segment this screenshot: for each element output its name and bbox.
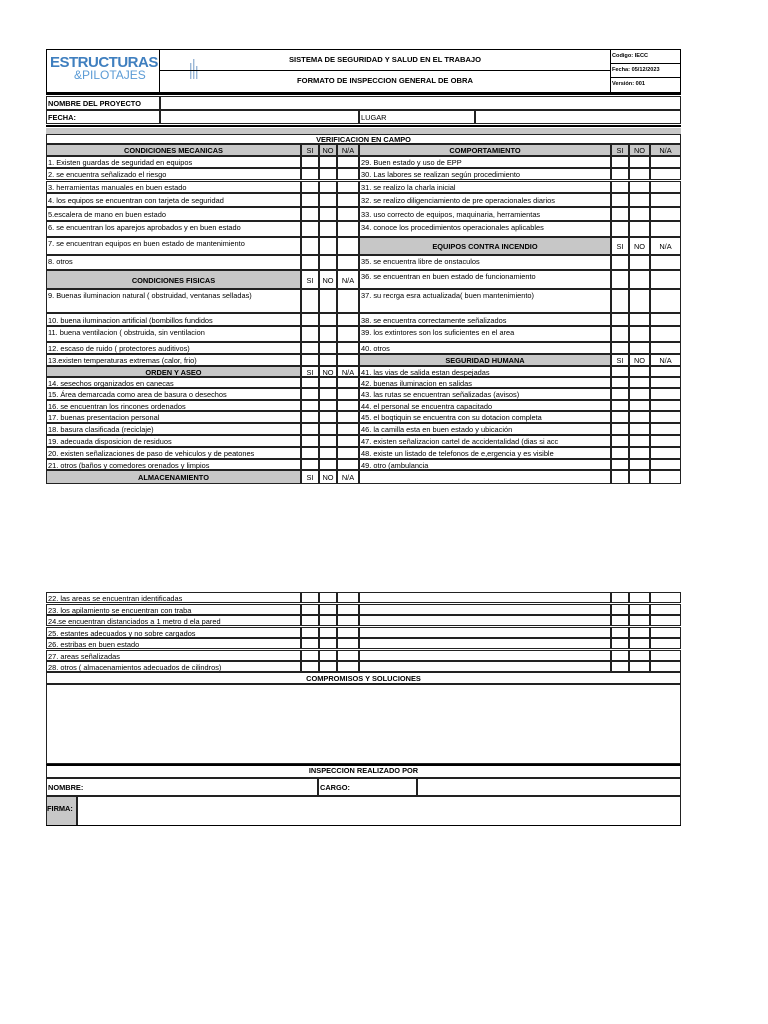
right-empty-2-si-check[interactable] [611,615,629,626]
right-comportamiento-na-header: N/A [650,144,681,156]
checklist-item: 45. el boqtiquin se encuentra con su dotacion completa [359,411,611,423]
left-orden-no-header: NO [319,366,337,377]
right-item-44-no-check[interactable] [629,400,650,411]
checklist-item: 19. adecuada disposicion de residuos [46,435,301,447]
lugar-field[interactable] [475,110,681,124]
right-item-48-no-check[interactable] [629,447,650,459]
right-item-49-si-check[interactable] [611,459,629,470]
project-top-rule [46,93,681,95]
empty-row [359,615,611,626]
right-item-46-no-check[interactable] [629,423,650,435]
right-item-33-na-check[interactable] [650,207,681,221]
right-item-46-si-check[interactable] [611,423,629,435]
checklist-item: 36. se encuentran en buen estado de funcionamiento [359,270,611,289]
right-empty-si-check[interactable] [611,470,629,484]
checklist-item: 29. Buen estado y uso de EPP [359,156,611,168]
left-item-27-na-check[interactable] [337,650,359,661]
right-item-42-si-check[interactable] [611,377,629,388]
right-empty-4-no-check[interactable] [629,638,650,649]
checklist-item: 49. otro (ambulancia [359,459,611,470]
right-item-32-no-check[interactable] [629,193,650,207]
checklist-item: 1. Existen guardas de seguridad en equipos [46,156,301,168]
right-item-48-si-check[interactable] [611,447,629,459]
right-item-45-na-check[interactable] [650,411,681,423]
project-name-label: NOMBRE DEL PROYECTO [46,96,160,110]
right-comportamiento-si-header: SI [611,144,629,156]
right-empty-5-na-check[interactable] [650,650,681,661]
left-item-7-na-check[interactable] [337,237,359,255]
right-item-30-si-check[interactable] [611,168,629,180]
right-empty-2-no-check[interactable] [629,615,650,626]
left-item-22-si-check[interactable] [301,592,319,603]
title-row-divider [160,70,610,71]
right-item-36-no-check[interactable] [629,270,650,289]
left-item-2-si-check[interactable] [301,168,319,180]
left-item-23-si-check[interactable] [301,604,319,615]
checklist-item: 2. se encuentra señalizado el riesgo [46,168,301,180]
right-humana-na-header: N/A [650,354,681,366]
empty-row [359,627,611,638]
checklist-item: 46. la camilla esta en buen estado y ubicación [359,423,611,435]
left-item-7-si-check[interactable] [301,237,319,255]
left-item-4-no-check[interactable] [319,193,337,207]
right-item-47-no-check[interactable] [629,435,650,447]
right-item-31-si-check[interactable] [611,181,629,193]
left-item-17-na-check[interactable] [337,411,359,423]
nombre-label: NOMBRE: [46,778,318,796]
left-item-23-na-check[interactable] [337,604,359,615]
checklist-item: 23. los apilamiento se encuentran con traba [46,604,301,615]
right-empty-6-si-check[interactable] [611,661,629,672]
left-fisicas-na-header: N/A [337,270,359,289]
left-item-14-no-check[interactable] [319,377,337,388]
checklist-item: 4. los equipos se encuentran con tarjeta de seguridad [46,193,301,207]
checklist-item: 39. los extintores son los suficientes en el area [359,326,611,342]
section-almacenamiento: ALMACENAMIENTO [46,470,301,484]
left-item-12-no-check[interactable] [319,342,337,354]
section-orden: ORDEN Y ASEO [46,366,301,377]
right-empty-5-si-check[interactable] [611,650,629,661]
right-empty-5-no-check[interactable] [629,650,650,661]
left-item-19-no-check[interactable] [319,435,337,447]
logo-top-text: ESTRUCTURAS [50,54,158,71]
compromisos-field[interactable] [46,684,681,764]
left-item-10-na-check[interactable] [337,313,359,326]
left-item-2-na-check[interactable] [337,168,359,180]
right-empty-na-check[interactable] [650,470,681,484]
left-item-4-na-check[interactable] [337,193,359,207]
left-almacenamiento-si-header: SI [301,470,319,484]
left-item-13-na-check[interactable] [337,354,359,366]
left-item-4-si-check[interactable] [301,193,319,207]
left-item-20-si-check[interactable] [301,447,319,459]
firma-label: FIRMA: [47,804,73,813]
right-item-38-si-check[interactable] [611,313,629,326]
left-item-17-si-check[interactable] [301,411,319,423]
right-item-38-no-check[interactable] [629,313,650,326]
right-item-44-na-check[interactable] [650,400,681,411]
right-item-41-no-check[interactable] [629,366,650,377]
logo-bottom-text: &PILOTAJES [74,68,146,82]
right-incendio-no-header: NO [629,237,650,255]
checklist-item: 3. herramientas manuales en buen estado [46,181,301,193]
left-item-25-si-check[interactable] [301,627,319,638]
right-item-34-si-check[interactable] [611,221,629,237]
left-item-11-si-check[interactable] [301,326,319,342]
right-item-36-si-check[interactable] [611,270,629,289]
left-item-28-no-check[interactable] [319,661,337,672]
form-bottom-rule [46,825,681,826]
checklist-item: 18. basura clasificada (reciclaje) [46,423,301,435]
left-item-9-no-check[interactable] [319,289,337,313]
checklist-item: 7. se encuentran equipos en buen estado de mantenimiento [46,237,301,255]
left-item-14-na-check[interactable] [337,377,359,388]
checklist-item: 48. existe un listado de telefonos de e,ergencia y es visible [359,447,611,459]
project-bottom-rule [46,125,681,127]
left-item-12-na-check[interactable] [337,342,359,354]
left-item-7-no-check[interactable] [319,237,337,255]
section-comportamiento: COMPORTAMIENTO [359,144,611,156]
left-item-5-no-check[interactable] [319,207,337,221]
left-item-24-si-check[interactable] [301,615,319,626]
checklist-item: 35. se encuentra libre de onstaculos [359,255,611,270]
left-item-15-si-check[interactable] [301,388,319,400]
left-item-24-na-check[interactable] [337,615,359,626]
right-empty-6-na-check[interactable] [650,661,681,672]
left-item-27-no-check[interactable] [319,650,337,661]
right-item-49-no-check[interactable] [629,459,650,470]
right-item-40-na-check[interactable] [650,342,681,354]
right-item-39-na-check[interactable] [650,326,681,342]
left-item-13-si-check[interactable] [301,354,319,366]
empty-row [359,638,611,649]
left-item-22-na-check[interactable] [337,592,359,603]
checklist-item: 12. escaso de ruido ( protectores auditivos) [46,342,301,354]
left-item-26-na-check[interactable] [337,638,359,649]
right-item-45-no-check[interactable] [629,411,650,423]
checklist-item: 5.escalera de mano en buen estado [46,207,301,221]
left-item-2-no-check[interactable] [319,168,337,180]
left-item-8-no-check[interactable] [319,255,337,270]
left-item-21-si-check[interactable] [301,459,319,470]
left-item-20-na-check[interactable] [337,447,359,459]
firma-field[interactable] [77,796,681,826]
left-item-12-si-check[interactable] [301,342,319,354]
right-item-29-na-check[interactable] [650,156,681,168]
right-item-33-si-check[interactable] [611,207,629,221]
empty-row [359,604,611,615]
right-item-37-na-check[interactable] [650,289,681,313]
left-item-16-si-check[interactable] [301,400,319,411]
lugar-label: LUGAR [359,110,475,124]
project-name-field[interactable] [160,96,681,110]
left-orden-si-header: SI [301,366,319,377]
left-item-1-si-check[interactable] [301,156,319,168]
left-item-3-si-check[interactable] [301,181,319,193]
right-empty-6-no-check[interactable] [629,661,650,672]
checklist-item: 38. se encuentra correctamente señalizados [359,313,611,326]
right-item-32-si-check[interactable] [611,193,629,207]
checklist-item: 34. conoce los procedimientos operacionales aplicables [359,221,611,237]
cargo-label: CARGO: [318,778,417,796]
left-fisicas-si-header: SI [301,270,319,289]
checklist-item: 33. uso correcto de equipos, maquinaria, herramientas [359,207,611,221]
checklist-item: 37. su recrga esra actualizada( buen mantenimiento) [359,289,611,313]
left-item-20-no-check[interactable] [319,447,337,459]
left-item-11-no-check[interactable] [319,326,337,342]
right-item-35-si-check[interactable] [611,255,629,270]
checklist-item: 47. existen señalizacion cartel de accidentalidad (dias si acc [359,435,611,447]
left-item-11-na-check[interactable] [337,326,359,342]
form-subtitle: FORMATO DE INSPECCION GENERAL DE OBRA [297,76,473,85]
right-incendio-na-header: N/A [650,237,681,255]
left-item-16-no-check[interactable] [319,400,337,411]
right-item-43-na-check[interactable] [650,388,681,400]
version-text: Versión: 001 [612,81,645,87]
right-item-43-si-check[interactable] [611,388,629,400]
left-item-27-si-check[interactable] [301,650,319,661]
right-item-47-si-check[interactable] [611,435,629,447]
right-item-41-si-check[interactable] [611,366,629,377]
checklist-item: 44. el personal se encuentra capacitado [359,400,611,411]
codigo-text: Codigo: IECC [612,53,649,59]
right-item-40-si-check[interactable] [611,342,629,354]
right-empty-0-na-check[interactable] [650,592,681,603]
checklist-item: 15. Área demarcada como area de basura o desechos [46,388,301,400]
checklist-item: 28. otros ( almacenamientos adecuados de cilindros) [46,661,301,672]
right-item-34-na-check[interactable] [650,221,681,237]
left-item-6-no-check[interactable] [319,221,337,237]
left-item-26-no-check[interactable] [319,638,337,649]
left-item-25-na-check[interactable] [337,627,359,638]
checklist-item: 17. buenas presentacion personal [46,411,301,423]
left-item-21-na-check[interactable] [337,459,359,470]
checklist-item: 24.se encuentran distanciados a 1 metro d ela pared [46,615,301,626]
right-item-41-na-check[interactable] [650,366,681,377]
left-item-15-na-check[interactable] [337,388,359,400]
right-empty-no-check[interactable] [629,470,650,484]
checklist-item: 25. estantes adecuados y no sobre cargados [46,627,301,638]
right-humana-si-header: SI [611,354,629,366]
left-item-18-na-check[interactable] [337,423,359,435]
left-mecanicas-si-header: SI [301,144,319,156]
right-empty-3-na-check[interactable] [650,627,681,638]
right-empty-1-no-check[interactable] [629,604,650,615]
section-incendio: EQUIPOS CONTRA INCENDIO [359,237,611,255]
checklist-item: 6. se encuentran los aparejos aprobados y en buen estado [46,221,301,237]
right-item-38-na-check[interactable] [650,313,681,326]
checklist-item: 20. existen señalizaciones de paso de vehiculos y de peatones [46,447,301,459]
empty-row [359,650,611,661]
left-item-28-si-check[interactable] [301,661,319,672]
right-item-42-no-check[interactable] [629,377,650,388]
empty-row [359,470,611,484]
left-item-8-na-check[interactable] [337,255,359,270]
left-item-13-no-check[interactable] [319,354,337,366]
right-item-37-si-check[interactable] [611,289,629,313]
left-item-18-si-check[interactable] [301,423,319,435]
right-item-47-na-check[interactable] [650,435,681,447]
left-item-1-no-check[interactable] [319,156,337,168]
section-fisicas: CONDICIONES FISICAS [46,270,301,289]
right-item-35-no-check[interactable] [629,255,650,270]
left-item-19-na-check[interactable] [337,435,359,447]
left-item-6-si-check[interactable] [301,221,319,237]
right-empty-1-si-check[interactable] [611,604,629,615]
right-item-29-no-check[interactable] [629,156,650,168]
checklist-item: 9. Buenas iluminacion natural ( obstruidad, ventanas selladas) [46,289,301,313]
right-item-36-na-check[interactable] [650,270,681,289]
fecha-version-text: Fecha: 05/12/2023 [612,67,660,73]
left-orden-na-header: N/A [337,366,359,377]
right-item-46-na-check[interactable] [650,423,681,435]
right-item-43-no-check[interactable] [629,388,650,400]
left-item-19-si-check[interactable] [301,435,319,447]
checklist-item: 40. otros [359,342,611,354]
verification-title: VERIFICACION EN CAMPO [46,134,681,144]
empty-row [359,592,611,603]
right-empty-0-no-check[interactable] [629,592,650,603]
checklist-item: 21. otros (baños y comedores orenados y limpios [46,459,301,470]
left-item-1-na-check[interactable] [337,156,359,168]
right-empty-0-si-check[interactable] [611,592,629,603]
empty-row [359,661,611,672]
left-item-10-no-check[interactable] [319,313,337,326]
right-empty-1-na-check[interactable] [650,604,681,615]
checklist-item: 26. estribas en buen estado [46,638,301,649]
checklist-item: 30. Las labores se realizan según procedimiento [359,168,611,180]
checklist-item: 11. buena ventilacion ( obstruida, sin ventilacion [46,326,301,342]
fecha-field[interactable] [160,110,359,124]
right-item-29-si-check[interactable] [611,156,629,168]
right-item-30-no-check[interactable] [629,168,650,180]
left-item-23-no-check[interactable] [319,604,337,615]
checklist-item: 31. se realizo la charla inicial [359,181,611,193]
left-item-14-si-check[interactable] [301,377,319,388]
form-title: SISTEMA DE SEGURIDAD Y SALUD EN EL TRABAJO [288,55,482,64]
left-item-24-no-check[interactable] [319,615,337,626]
left-item-28-na-check[interactable] [337,661,359,672]
checklist-item: 14. sesechos organizados en canecas [46,377,301,388]
left-item-6-na-check[interactable] [337,221,359,237]
right-item-49-na-check[interactable] [650,459,681,470]
left-almacenamiento-no-header: NO [319,470,337,484]
left-item-9-na-check[interactable] [337,289,359,313]
right-item-40-no-check[interactable] [629,342,650,354]
left-item-18-no-check[interactable] [319,423,337,435]
right-item-39-si-check[interactable] [611,326,629,342]
left-item-16-na-check[interactable] [337,400,359,411]
left-item-5-na-check[interactable] [337,207,359,221]
checklist-item: 43. las rutas se encuentran señalizadas (avisos) [359,388,611,400]
left-item-21-no-check[interactable] [319,459,337,470]
right-item-42-na-check[interactable] [650,377,681,388]
right-item-44-si-check[interactable] [611,400,629,411]
left-item-15-no-check[interactable] [319,388,337,400]
left-item-5-si-check[interactable] [301,207,319,221]
checklist-item: 16. se encuentran los rincones ordenados [46,400,301,411]
checklist-item: 10. buena iluminacion artificial (bombillos fundidos [46,313,301,326]
left-item-17-no-check[interactable] [319,411,337,423]
right-empty-4-na-check[interactable] [650,638,681,649]
right-item-31-no-check[interactable] [629,181,650,193]
left-item-26-si-check[interactable] [301,638,319,649]
right-empty-4-si-check[interactable] [611,638,629,649]
checklist-item: 32. se realizo diligenciamiento de pre operacionales diarios [359,193,611,207]
right-comportamiento-no-header: NO [629,144,650,156]
right-item-37-no-check[interactable] [629,289,650,313]
right-item-31-na-check[interactable] [650,181,681,193]
checklist-item: 27. areas señalizadas [46,650,301,661]
inspeccion-title: INSPECCION REALIZADO POR [46,764,681,778]
left-almacenamiento-na-header: N/A [337,470,359,484]
left-item-8-si-check[interactable] [301,255,319,270]
left-item-10-si-check[interactable] [301,313,319,326]
checklist-item: 8. otros [46,255,301,270]
left-item-3-na-check[interactable] [337,181,359,193]
compromisos-title: COMPROMISOS Y SOLUCIONES [46,672,681,684]
left-item-22-no-check[interactable] [319,592,337,603]
right-item-48-na-check[interactable] [650,447,681,459]
checklist-item: 22. las areas se encuentran identificadas [46,592,301,603]
right-item-34-no-check[interactable] [629,221,650,237]
section-humana: SEGURIDAD HUMANA [359,354,611,366]
left-fisicas-no-header: NO [319,270,337,289]
fecha-label: FECHA: [46,110,160,124]
cargo-field[interactable] [417,778,681,796]
right-empty-2-na-check[interactable] [650,615,681,626]
left-mecanicas-no-header: NO [319,144,337,156]
right-item-33-no-check[interactable] [629,207,650,221]
right-item-30-na-check[interactable] [650,168,681,180]
right-item-32-na-check[interactable] [650,193,681,207]
right-empty-3-no-check[interactable] [629,627,650,638]
checklist-item: 41. las vias de salida estan despejadas [359,366,611,377]
right-item-45-si-check[interactable] [611,411,629,423]
right-item-39-no-check[interactable] [629,326,650,342]
right-humana-no-header: NO [629,354,650,366]
right-empty-3-si-check[interactable] [611,627,629,638]
right-incendio-si-header: SI [611,237,629,255]
checklist-item: 13.existen temperaturas extremas (calor, frio) [46,354,301,366]
left-item-9-si-check[interactable] [301,289,319,313]
section-mecanicas: CONDICIONES MECANICAS [46,144,301,156]
logo-box [46,49,160,93]
left-item-3-no-check[interactable] [319,181,337,193]
checklist-item: 42. buenas iluminacion en salidas [359,377,611,388]
left-mecanicas-na-header: N/A [337,144,359,156]
right-item-35-na-check[interactable] [650,255,681,270]
left-item-25-no-check[interactable] [319,627,337,638]
